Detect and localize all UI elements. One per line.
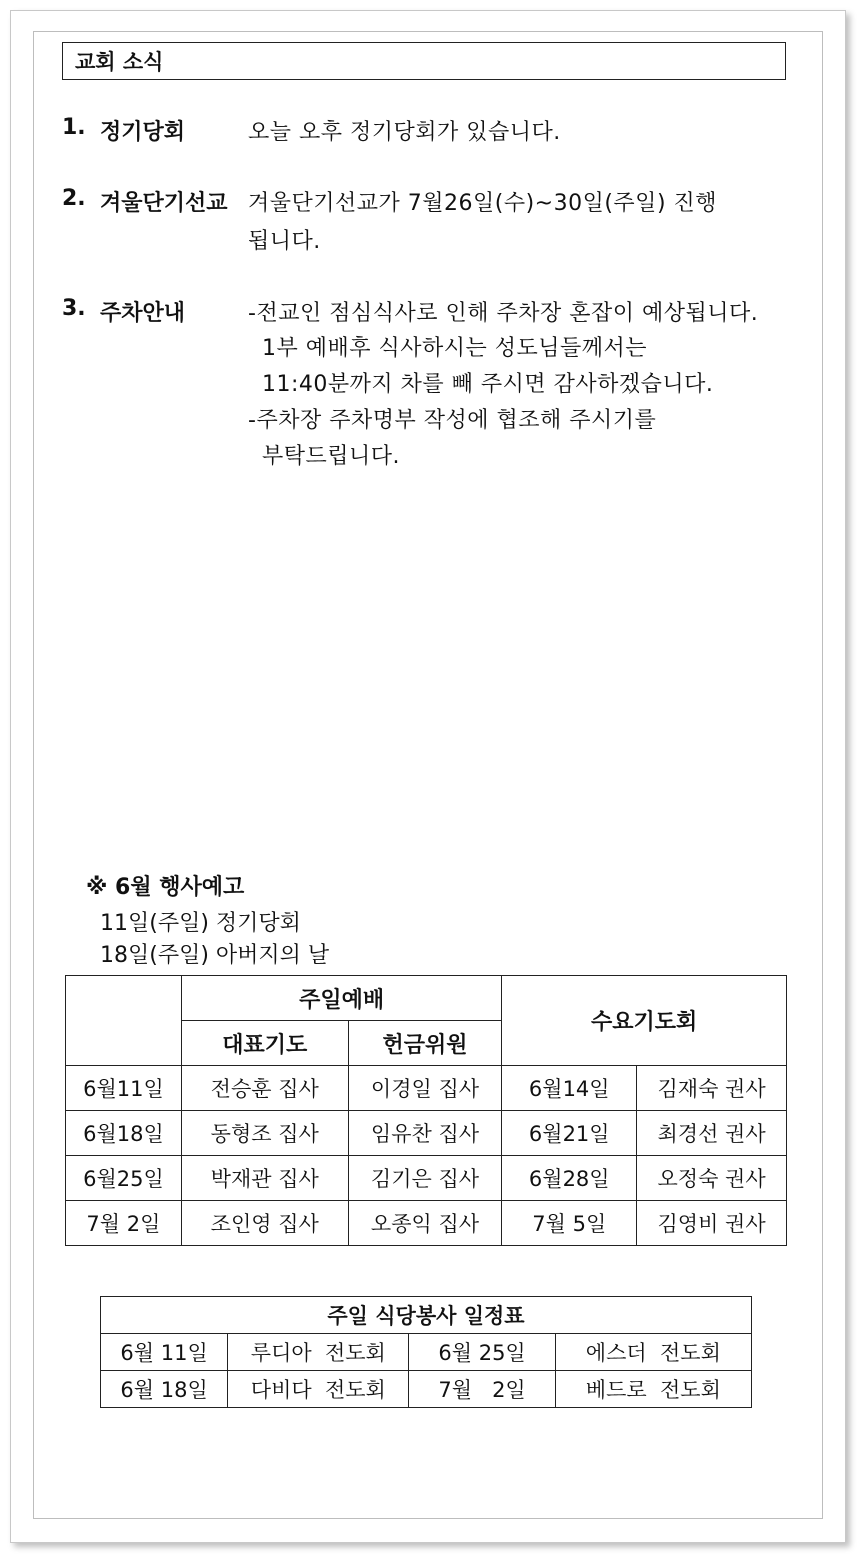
group-cell: 에스더 전도회	[555, 1334, 751, 1371]
date-cell: 7월 2일	[409, 1371, 555, 1408]
date-cell: 6월25일	[66, 1156, 182, 1201]
group-cell: 베드로 전도회	[555, 1371, 751, 1408]
notice-3-line-1: -전교인 점심식사로 인해 주차장 혼잡이 예상됩니다.	[248, 301, 759, 326]
notice-2-line-2: 됩니다.	[248, 229, 321, 254]
event-item: 11일(주일) 정기당회	[100, 911, 301, 936]
events-heading: ※ 6월 행사예고	[86, 875, 245, 900]
wed-leader-cell: 김영비 권사	[637, 1201, 787, 1246]
event-item: 18일(주일) 아버지의 날	[100, 943, 330, 968]
table-row	[66, 1066, 787, 1111]
wed-date-cell: 6월28일	[502, 1156, 637, 1201]
wed-date-cell: 7월 5일	[502, 1201, 637, 1246]
offering-committee-header: 헌금위원	[348, 1021, 502, 1066]
table-row	[66, 1156, 787, 1201]
offering-cell: 오종익 집사	[348, 1201, 502, 1246]
notice-1-title: 정기당회	[100, 120, 186, 145]
table-row	[101, 1334, 752, 1371]
wed-leader-cell: 오정숙 권사	[637, 1156, 787, 1201]
notice-3-line-4: -주차장 주차명부 작성에 협조해 주시기를	[248, 408, 657, 433]
date-cell: 6월 25일	[409, 1334, 555, 1371]
table-row	[101, 1371, 752, 1408]
notice-2-title: 겨울단기선교	[100, 191, 228, 216]
date-cell: 6월18일	[66, 1111, 182, 1156]
notice-2-line-1: 겨울단기선교가 7월26일(수)~30일(주일) 진행	[248, 191, 718, 216]
notice-3-line-2: 1부 예배후 식사하시는 성도님들께서는	[262, 336, 648, 361]
wed-leader-cell: 김재숙 권사	[637, 1066, 787, 1111]
notice-3-line-5: 부탁드립니다.	[262, 444, 401, 469]
prayer-cell: 박재관 집사	[181, 1156, 348, 1201]
sunday-worship-header: 주일예배	[181, 976, 502, 1021]
prayer-cell: 조인영 집사	[181, 1201, 348, 1246]
group-cell: 루디아 전도회	[228, 1334, 409, 1371]
group-cell: 다비다 전도회	[228, 1371, 409, 1408]
prayer-cell: 전승훈 집사	[181, 1066, 348, 1111]
prayer-leader-header: 대표기도	[181, 1021, 348, 1066]
wednesday-prayer-header: 수요기도회	[502, 976, 787, 1066]
offering-cell: 김기은 집사	[348, 1156, 502, 1201]
prayer-cell: 동형조 집사	[181, 1111, 348, 1156]
cafeteria-schedule-table	[100, 1296, 752, 1408]
date-cell: 7월 2일	[66, 1201, 182, 1246]
table-row	[66, 1111, 787, 1156]
section-title: 교회 소식	[62, 42, 786, 80]
worship-schedule-table	[65, 975, 787, 1246]
notice-1-line-1: 오늘 오후 정기당회가 있습니다.	[248, 120, 561, 145]
notice-3-title: 주차안내	[100, 301, 186, 326]
notice-3-number: 3.	[62, 296, 86, 321]
notice-3-line-3: 11:40분까지 차를 빼 주시면 감사하겠습니다.	[262, 372, 714, 397]
notice-1-number: 1.	[62, 115, 86, 140]
wed-leader-cell: 최경선 권사	[637, 1111, 787, 1156]
offering-cell: 이경일 집사	[348, 1066, 502, 1111]
table-row	[66, 1201, 787, 1246]
date-cell: 6월 11일	[101, 1334, 228, 1371]
cafeteria-title: 주일 식당봉사 일정표	[101, 1297, 752, 1334]
wed-date-cell: 6월21일	[502, 1111, 637, 1156]
date-cell: 6월11일	[66, 1066, 182, 1111]
notice-2-number: 2.	[62, 186, 86, 211]
wed-date-cell: 6월14일	[502, 1066, 637, 1111]
offering-cell: 임유찬 집사	[348, 1111, 502, 1156]
date-cell: 6월 18일	[101, 1371, 228, 1408]
empty-header-cell	[66, 976, 182, 1066]
